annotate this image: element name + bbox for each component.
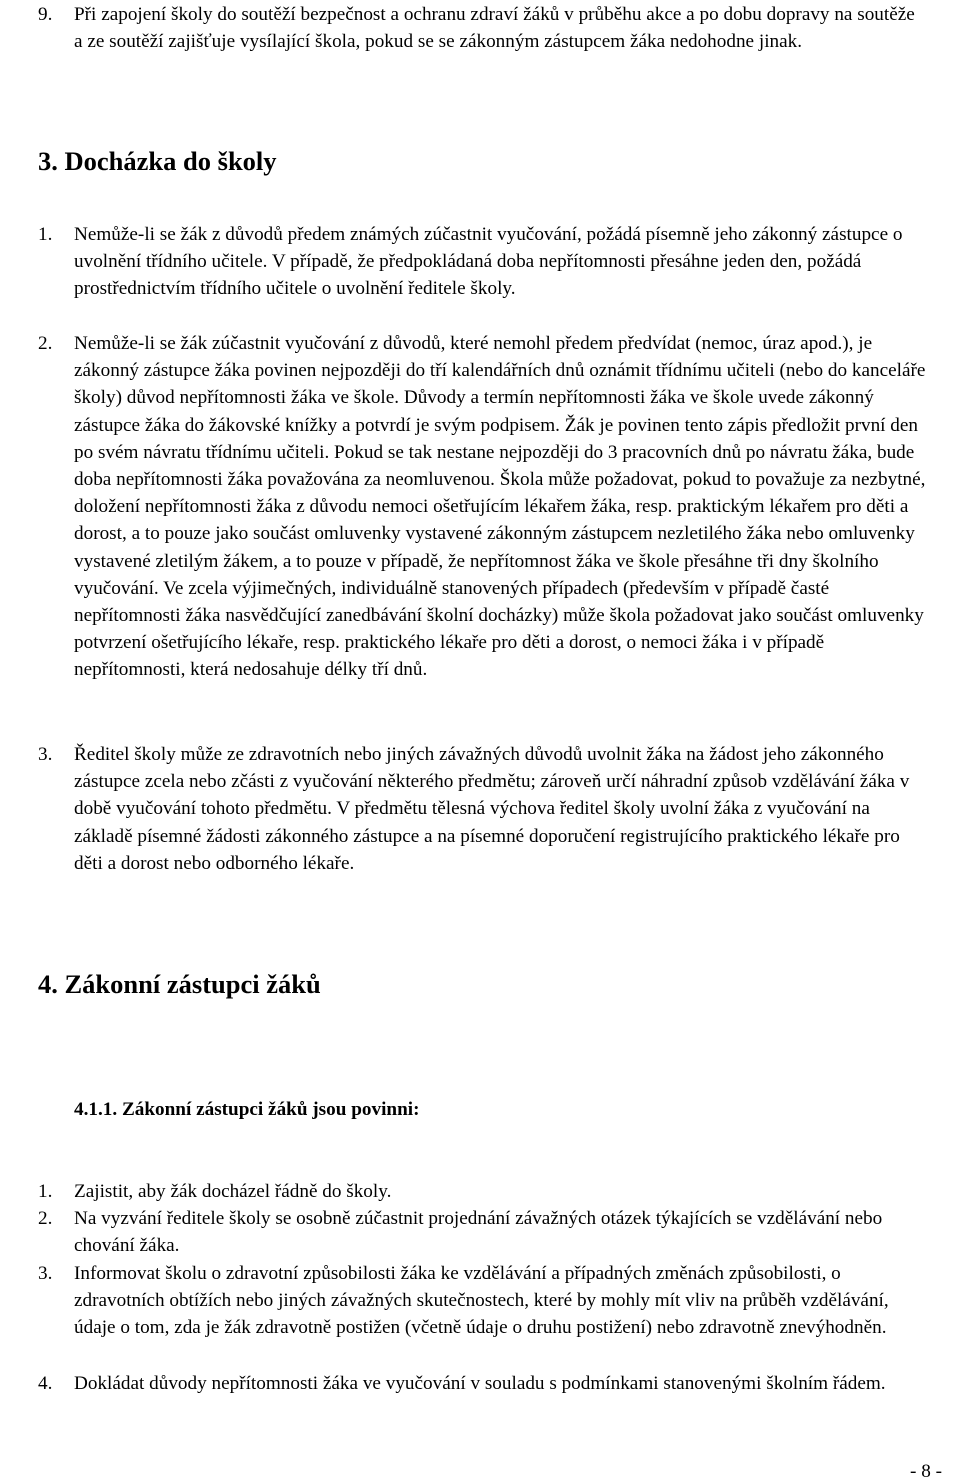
list-item-9 bbox=[38, 1, 928, 55]
section-heading-attendance: 3. Docházka do školy bbox=[38, 146, 277, 176]
list-item-text: Při zapojení školy do soutěží bezpečnost a ochranu zdraví žáků v průběhu akce a po dobu dopravy na soutěže a ze soutěží zajišťuje vysílající škola, pokud se se zákonným zástupcem žáka nedohodne jinak. bbox=[74, 4, 915, 53]
page-number: - 8 - bbox=[910, 1461, 942, 1482]
list-item-text: Nemůže-li se žák z důvodů předem známých zúčastnit vyučování, požádá písemně jeho zákonný zástupce o uvolnění třídního učitele. V případě, že předpokládaná doba nepřítomnosti přesáhne jeden den, požádá prostřednictvím třídního učitele o uvolnění ředitele školy. bbox=[74, 224, 903, 300]
list-item-text: Na vyzvání ředitele školy se osobně zúčastnit projednání závažných otázek týkajících se vzdělávání nebo chování žáka. bbox=[74, 1208, 883, 1257]
list-item-number: 9. bbox=[38, 4, 53, 25]
list-item-text: Dokládat důvody nepřítomnosti žáka ve vyučování v souladu s podmínkami stanovenými školním řádem. bbox=[74, 1373, 886, 1394]
attendance-item-2 bbox=[38, 330, 928, 684]
section-heading-legal-guardians: 4. Zákonní zástupci žáků bbox=[38, 969, 321, 999]
duty-item-4 bbox=[38, 1370, 928, 1397]
duty-item-1 bbox=[38, 1178, 928, 1205]
list-item-number: 1. bbox=[38, 1181, 53, 1202]
subsection-heading-duties: 4.1.1. Zákonní zástupci žáků jsou povinni: bbox=[74, 1099, 420, 1120]
list-item-number: 1. bbox=[38, 224, 53, 245]
list-item-number: 3. bbox=[38, 1263, 53, 1284]
duty-item-3 bbox=[38, 1260, 928, 1342]
list-item-text: Ředitel školy může ze zdravotních nebo jiných závažných důvodů uvolnit žáka na žádost jeho zákonného zástupce zcela nebo zčásti z vyučování některého předmětu; zároveň určí náhradní způsob vzdělávání žáka v době vyučování tohoto předmětu. V předmětu tělesná výchova ředitel školy uvolní žáka z vyučování na základě písemné žádosti zákonného zástupce a na písemné doporučení registrujícího praktického lékaře pro děti a dorost nebo odborného lékaře. bbox=[74, 744, 910, 874]
list-item-number: 3. bbox=[38, 744, 53, 765]
duty-item-2 bbox=[38, 1205, 928, 1259]
list-item-number: 2. bbox=[38, 333, 53, 354]
list-item-text: Zajistit, aby žák docházel řádně do školy. bbox=[74, 1181, 392, 1202]
list-item-number: 4. bbox=[38, 1373, 53, 1394]
attendance-item-1 bbox=[38, 221, 928, 303]
list-item-text: Informovat školu o zdravotní způsobilosti žáka ke vzdělávání a případných změnách způsobilosti, o zdravotních obtížích nebo jiných závažných skutečnostech, které by mohly mít vliv na průběh vzdělávání, údaje o tom, zda je žák zdravotně postižen (včetně údaje o druhu postižení) nebo zdravotně znevýhodněn. bbox=[74, 1263, 889, 1339]
attendance-item-3 bbox=[38, 741, 928, 877]
list-item-text: Nemůže-li se žák zúčastnit vyučování z důvodů, které nemohl předem předvídat (nemoc, úraz apod.), je zákonný zástupce žáka povinen nejpozději do tří kalendářních dnů oznámit třídnímu učiteli (nebo do kanceláře školy) důvod nepřítomnosti žáka ve škole. Důvody a termín nepřítomnosti žáka ve škole uvede zákonný zástupce žáka do žákovské knížky a potvrdí je svým podpisem. Žák je povinen tento zápis předložit první den po svém návratu třídnímu učiteli. Pokud se tak nestane nejpozději do 3 pracovních dnů po návratu žáka, bude doba nepřítomnosti žáka považována za neomluvenou. Škola může požadovat, pokud to považuje za nezbytné, doložení nepřítomnosti žáka z důvodu nemoci ošetřujícím lékařem žáka, resp. praktickým lékařem pro děti a dorost, a to pouze jako součást omluvenky vystavené zákonným zástupcem nezletilého žáka nebo omluvenky vystavené zletilým žákem, a to pouze v případě, že nepřítomnost žáka ve škole přesáhne tři dny školního vyučování. Ve zcela výjimečných, individuálně stanovených případech (především v případě časté nepřítomnosti žáka nasvědčující zanedbávání školní docházky) může škola požadovat jako součást omluvenky potvrzení ošetřujícího lékaře, resp. praktického lékaře pro děti a dorost, o nemoci žáka i v případě nepřítomnosti, která nedosahuje délky tří dnů. bbox=[74, 333, 926, 681]
list-item-number: 2. bbox=[38, 1208, 53, 1229]
